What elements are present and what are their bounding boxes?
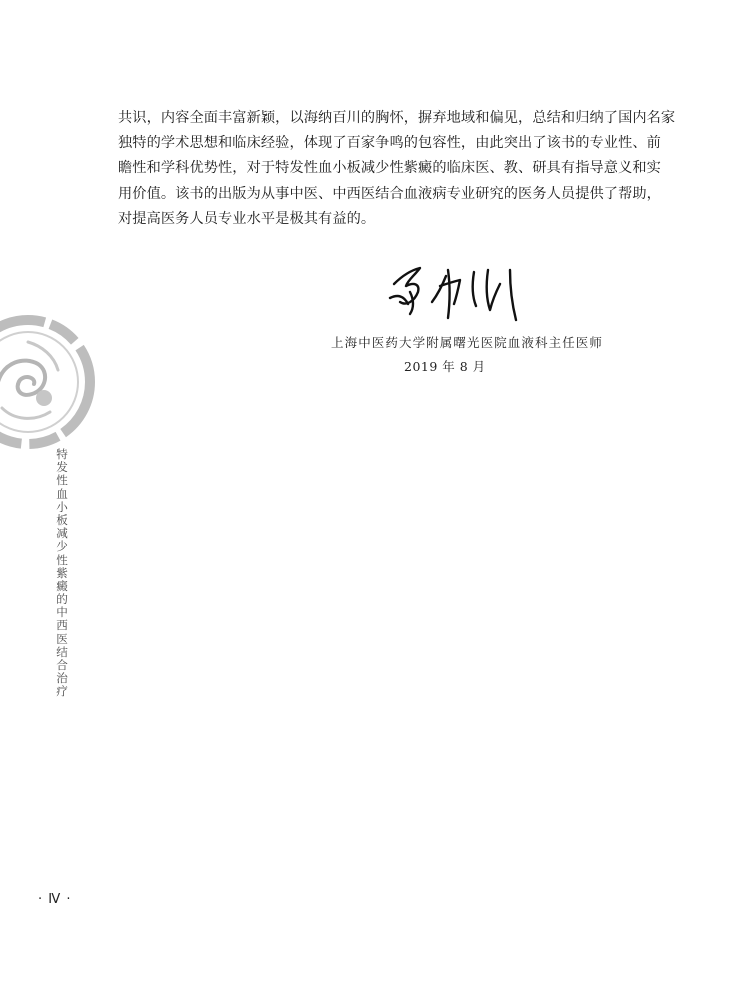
paragraph-line: 独特的学术思想和临床经验，体现了百家争鸣的包容性，由此突出了该书的专业性、前 xyxy=(118,135,661,152)
side-title-char: 疗 xyxy=(56,684,68,699)
paragraph-line: 共识，内容全面丰富新颖，以海纳百川的胸怀，摒弃地域和偏见，总结和归纳了国内名家 xyxy=(118,110,676,126)
side-title-char: 性 xyxy=(56,473,68,488)
side-title-char: 癜 xyxy=(56,578,68,593)
side-title-char: 性 xyxy=(56,552,68,567)
side-title-char: 发 xyxy=(56,460,68,475)
side-title-char: 医 xyxy=(56,631,68,646)
paragraph-line: 用价值。该书的出版为从事中医、中西医结合血液病专业研究的医务人员提供了帮助， xyxy=(118,185,661,202)
paragraph-line: 瞻性和学科优势性，对于特发性血小板减少性紫癜的临床医、教、研具有指导意义和实 xyxy=(118,160,661,177)
side-title-char: 特 xyxy=(56,447,68,461)
author-affiliation: 上海中医药大学附属曙光医院血液科主任医师 xyxy=(331,335,604,350)
handwritten-signature xyxy=(384,262,534,324)
side-title-char: 治 xyxy=(56,671,68,686)
signature-date: 2019 年 8 月 xyxy=(404,359,486,374)
body-paragraph xyxy=(118,106,676,232)
paragraph-line: 对提高医务人员专业水平是极其有益的。 xyxy=(118,210,376,227)
side-title-char: 小 xyxy=(56,499,68,514)
side-title-char: 血 xyxy=(56,486,68,501)
side-title-char: 少 xyxy=(56,539,68,554)
side-title-char: 合 xyxy=(56,658,68,672)
side-title-char: 中 xyxy=(56,605,68,620)
decorative-emblem-icon xyxy=(0,312,98,452)
page-number: · Ⅳ · xyxy=(38,892,72,907)
side-title-char: 西 xyxy=(56,618,68,633)
side-title-char: 紫 xyxy=(56,565,68,580)
side-title-char: 的 xyxy=(56,592,68,607)
side-title-char: 板 xyxy=(56,512,68,527)
side-title-char: 减 xyxy=(56,526,68,541)
side-title-char: 结 xyxy=(56,644,68,659)
side-book-title xyxy=(54,448,70,699)
